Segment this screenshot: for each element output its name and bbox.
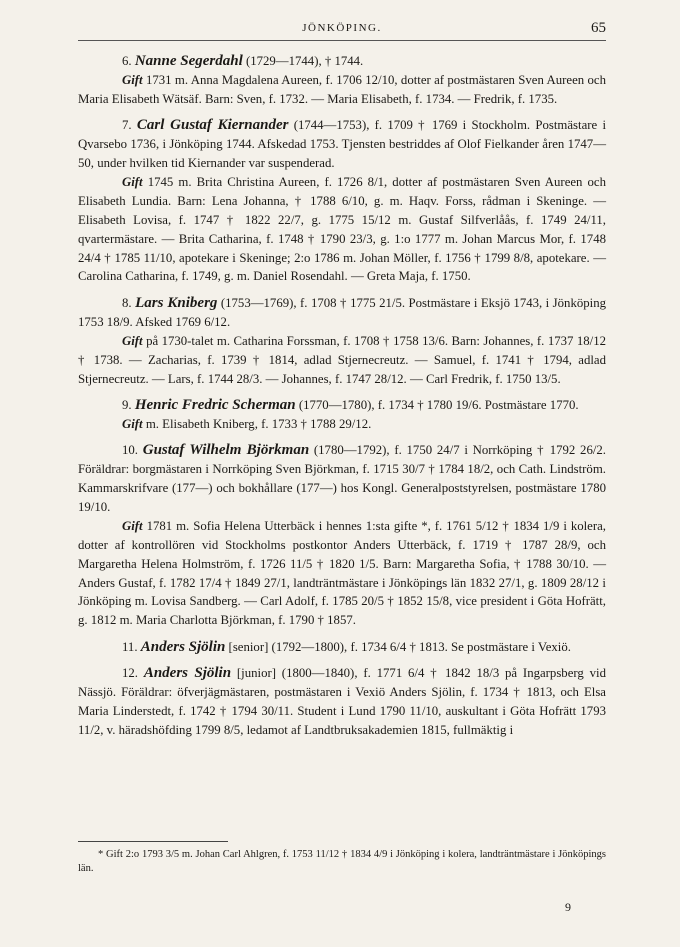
gift-label: Gift: [122, 333, 143, 348]
entry-text: (1729—1744), † 1744.: [242, 54, 364, 68]
entry-text: (1780—1792), f. 1750 24/7 i Norrköping † 1792 26/2. Föräldrar: borgmästaren i Norrköping Sven Björkman, f. 1715 30/7 † 1784 18/2, och Cath. Lindström. Kammarskrifvare (177—) och bokhållare (177—) hos Kongl. Generalpoststyrelsen, postmästare 1780 19/10.: [78, 443, 606, 514]
main-text: [78, 52, 606, 747]
footnote: [78, 841, 606, 876]
gift-label: Gift: [122, 518, 143, 533]
entry-text: (1744—1753), f. 1709 † 1769 i Stockholm. Postmästare i Qvarsebo 1736, i Jönköping 1744. Afskedad 1753. Tjensten bestriddes af Olof Fielkander åren 1747—50, under hvilken tid Kiernander var suspenderad.: [78, 118, 606, 171]
signature-mark: 9: [565, 900, 571, 914]
entry-text: (1753—1769), f. 1708 † 1775 21/5. Postmästare i Eksjö 1743, i Jönköping 1753 18/9. Afsked 1769 6/12.: [78, 295, 606, 329]
marriage-text: på 1730-talet m. Catharina Forssman, f. 1708 † 1758 13/6. Barn: Johannes, f. 1737 18/12 † 1738. — Zacharias, f. 1739 † 1814, adlad Stjernecreutz. — Samuel, f. 1741 † 1794, adlad Stjernecreutz. — Lars, f. 1744 28/3. — Johannes, f. 1747 28/12. — Carl Fredrik, f. 1750 13/5.: [78, 333, 606, 386]
person-name: Henric Fredric Scherman: [134, 396, 296, 413]
marriage-text: m. Elisabeth Kniberg, f. 1733 † 1788 29/12.: [142, 416, 372, 431]
footnote-text: * Gift 2:o 1793 3/5 m. Johan Carl Ahlgren, f. 1753 11/12 † 1834 4/9 i Jönköping i kolera, landträntmästare i Jönköpings län.: [78, 849, 606, 874]
entry-number: 11.: [122, 639, 138, 654]
entry-6: [78, 52, 606, 109]
entry-text: (1770—1780), f. 1734 † 1780 19/6. Postmästare 1770.: [295, 397, 579, 412]
entry-number: 6.: [122, 54, 132, 68]
marriage-text: 1731 m. Anna Magdalena Aureen, f. 1706 12/10, dotter af postmästaren Sven Aureen och Maria Elisabeth Wätsäf. Barn: Sven, f. 1732. — Maria Elisabeth, f. 1734. — Fredrik, f. 1735.: [78, 72, 606, 106]
gift-label: Gift: [122, 174, 143, 189]
person-name: Carl Gustaf Kiernander: [136, 117, 289, 134]
entry-11: [78, 638, 606, 657]
person-name: Gustaf Wilhelm Björkman: [142, 442, 310, 459]
entry-text: [junior] (1800—1840), f. 1771 6/4 † 1842 18/3 på Ingarpsberg vid Nässjö. Föräldrar: öfverjägmästaren, postmästaren i Vexiö Anders Sjölin, f. 1734 † 1813, och Elsa Maria Linderstedt, f. 1742 † 1794 30/11. Student i Lund 1790 11/10, auskultant i Göta Hofrätt 1793 11/2, v. häradshöfding 1799 8/5, ledamot af Landtbruksakademien 1815, fullmäktig i: [78, 666, 606, 737]
marriage-text: 1781 m. Sofia Helena Utterbäck i hennes 1:sta gifte *, f. 1761 5/12 † 1834 1/9 i kolera, dotter af kontrollören vid Stockholms postkontor Anders Utterbäck, f. 1719 † 1787 28/9, och Margaretha Helena Holmström, f. 1726 11/5 † 1820 1/5. Barn: Margaretha Sofia, † 1788 30/10. — Anders Gustaf, f. 1782 17/4 † 1849 27/1, landträntmästare i Jönköpings län 1832 27/1, g. 1809 28/12 i Jönköping m. Lovisa Sandberg. — Carl Adolf, f. 1785 20/5 † 1852 15/8, vice president i Göta Hofrätt, g. 1812 m. Maria Charlotta Björkman, f. 1790 † 1857.: [78, 518, 606, 628]
entry-number: 7.: [122, 118, 132, 133]
entry-7: [78, 116, 606, 286]
person-name: Anders Sjölin: [140, 638, 226, 655]
entry-number: 8.: [122, 295, 132, 310]
entry-number: 9.: [122, 397, 132, 412]
person-name: Nanne Segerdahl: [134, 53, 243, 69]
footnote-rule: [78, 841, 228, 842]
marriage-text: 1745 m. Brita Christina Aureen, f. 1726 8/1, dotter af postmästaren Sven Aureen och Elisabeth Lundia. Barn: Lena Johanna, † 1788 6/10, g. m. Haqv. Forss, rådman i Skeninge. — Elisabeth Lovisa, f. 1747 † 1822 22/7, g. 1775 15/12 m. Gustaf Silfverlåås, f. 1749 24/11, qvartermästare. — Brita Catharina, f. 1748 † 1790 23/3, g. 1:o 1777 m. Johan Marcus Mor, f. 1748 24/4 † 1785 11/10, apotekare i Skeninge; 2:o 1786 m. Johan Möller, f. 1756 † 1799 8/8, apotekare. — Carolina Catharina, f. 1749, g. m. Daniel Rosendahl. — Greta Maja, f. 1750.: [78, 174, 606, 284]
person-name: Lars Kniberg: [135, 294, 218, 311]
entry-text: [senior] (1792—1800), f. 1734 6/4 † 1813. Se postmästare i Vexiö.: [225, 639, 571, 654]
page-number: 65: [591, 20, 606, 36]
running-title: JÖNKÖPING.: [302, 22, 382, 34]
entry-number: 10.: [122, 443, 138, 458]
entry-10: [78, 441, 606, 630]
entry-9: [78, 396, 606, 434]
entry-number: 12.: [122, 666, 138, 681]
gift-label: Gift: [122, 72, 143, 87]
gift-label: Gift: [122, 416, 143, 431]
person-name: Anders Sjölin: [143, 665, 232, 682]
running-header: [78, 20, 606, 41]
entry-8: [78, 294, 606, 389]
entry-12: [78, 664, 606, 740]
